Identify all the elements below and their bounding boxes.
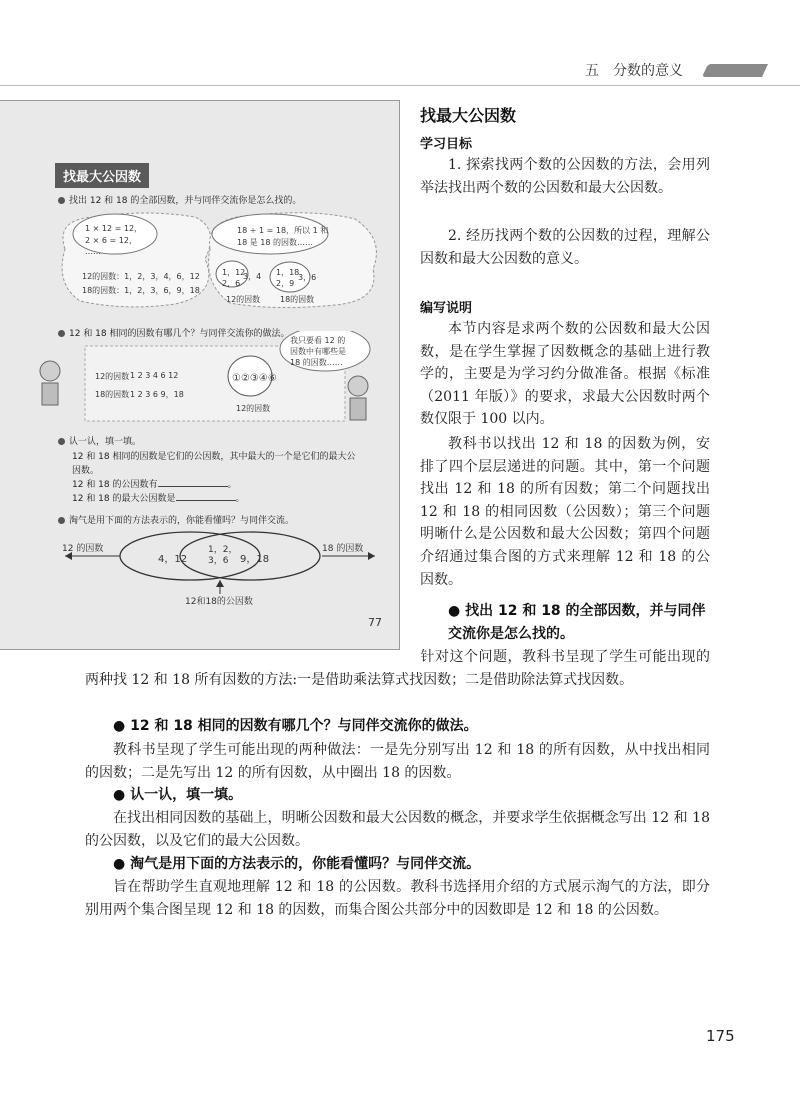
set-a-item-3: 3，4 — [243, 272, 262, 281]
bullet-3-paragraph: 在找出相同因数的基础上，明晰公因数和最大公因数的概念，并要求学生依据概念写出 12 和 18 的公因数，以及它们的最大公因数。 — [85, 810, 710, 849]
blank-common-factors[interactable] — [158, 486, 228, 487]
venn-middle-line-1: 1，2， — [208, 545, 238, 555]
factors-12-list: 12的因数：1，2，3，4，6，12 — [82, 272, 200, 281]
speech-line-2: 因数中有哪些是 — [290, 347, 346, 356]
goal-2: 2. 经历找两个数的公因数的过程，理解公因数和最大公因数的意义。 — [420, 228, 710, 267]
bullet-heading-2: ● 12 和 18 相同的因数有哪几个？与同伴交流你的做法。 — [113, 718, 478, 734]
venn-middle-line-2: 3，6 — [208, 556, 229, 566]
bullet-1-paragraph: 针对这个问题，教科书呈现了学生可能出现的两种找 12 和 18 所有因数的方法:一是借助乘法算式找因数；二是借助除法算式找因数。 — [85, 649, 710, 688]
panel-question-2: 12 和 18 相同的因数有哪几个？与同伴交流你的做法。 — [58, 326, 290, 339]
row-12-label: 12的因数 — [95, 372, 130, 381]
panel-question-1: 找出 12 和 18 的全部因数，并与同伴交流你是怎么找的。 — [58, 193, 301, 206]
venn-left-values: 4，12 — [158, 554, 188, 565]
goals-heading: 学习目标 — [420, 137, 473, 152]
factors-18-list: 18的因数：1，2，3，6，9，18 — [82, 286, 200, 295]
row-12-values: 1 2 3 4 6 12 — [130, 371, 179, 380]
notes-heading: 编写说明 — [420, 301, 473, 316]
note-paragraph-1: 本节内容是求两个数的公因数和最大公因数，是在学生掌握了因数概念的基础上进行教学的，主要是为学习约分做准备。根据《标准（2011 年版）》的要求，求最大公因数时两个数仅限于 100 以内。 — [420, 321, 710, 428]
speech-line-3: 18 的因数…… — [290, 358, 343, 367]
q3-text-line-1: 12 和 18 相同的因数是它们的公因数，其中最大的一个是它们的最大公 — [72, 452, 356, 462]
textbook-page-number: 77 — [368, 616, 382, 629]
set-b-item-1: 1，18 — [276, 268, 300, 277]
bullet-heading-1: ● 找出 12 和 18 的全部因数，并与同伴交流你是怎么找的。 — [448, 603, 706, 642]
page-number: 175 — [706, 1027, 735, 1045]
venn-bottom-label: 12和18的公因数 — [185, 597, 253, 607]
set-a-item-2: 2，6 — [222, 279, 241, 288]
bubble-right-line-2: 18 是 18 的因数…… — [237, 238, 313, 247]
header-divider — [0, 85, 800, 86]
row-18-label: 18的因数 — [95, 390, 130, 399]
venn-right-values: 9，18 — [240, 554, 270, 565]
circled-label: 12的因数 — [236, 404, 271, 413]
venn-left-label: 12 的因数 — [62, 544, 104, 554]
set-b-item-2: 2，9 — [276, 279, 295, 288]
bullet-4-paragraph: 旨在帮助学生直观地理解 12 和 18 的公因数。教科书选择用介绍的方式展示淘气的方法，即分别用两个集合图呈现 12 和 18 的因数，而集合图公共部分中的因数即是 12 和 18 的公因数。 — [85, 879, 710, 918]
bullet-heading-3: ● 认一认，填一填。 — [113, 787, 243, 803]
goal-1: 1. 探索找两个数的公因数的方法，会用列举法找出两个数的公因数和最大公因数。 — [420, 157, 710, 196]
set-b-item-3: 3，6 — [298, 273, 317, 282]
bubble-left-line-1: 1 × 12 = 12， — [85, 224, 143, 233]
chapter-header: 五 分数的意义 — [585, 63, 683, 79]
q3-fill-common-factors: 12 和 18 的公因数有 。 — [72, 480, 237, 490]
set-b-label: 18的因数 — [280, 295, 315, 304]
bullet-heading-4: ● 淘气是用下面的方法表示的，你能看懂吗？与同伴交流。 — [113, 856, 481, 872]
bubble-right-line-1: 18 ÷ 1 = 18，所以 1 和 — [237, 226, 329, 235]
blank-gcf[interactable] — [176, 500, 236, 501]
note-paragraph-2: 教科书以找出 12 和 18 的因数为例，安排了四个层层递进的问题。其中，第一个问题找出 12 和 18 的所有因数；第二个问题找出 12 和 18 的相同因数（公因数）；第三个问题明晰什么是公因数和最大公因数；第四个问题介绍通过集合图的方式来理解 12 和 18 的公因数。 — [420, 436, 710, 588]
venn-right-label: 18 的因数 — [322, 544, 364, 554]
bullet-2-paragraph: 教科书呈现了学生可能出现的两种做法：一是先分别写出 12 和 18 的所有因数，从中找出相同的因数；二是先写出 12 的所有因数，从中圈出 18 的因数。 — [85, 742, 710, 781]
panel-section-title: 找最大公因数 — [55, 163, 149, 188]
set-a-label: 12的因数 — [226, 295, 261, 304]
header-tab-decoration — [702, 64, 768, 77]
circled-numbers: ①②③④⑥ — [232, 373, 277, 384]
panel-question-3: 认一认，填一填。 — [58, 434, 141, 447]
panel-question-4: 淘气是用下面的方法表示的，你能看懂吗？与同伴交流。 — [58, 513, 294, 526]
q3-fill-gcf: 12 和 18 的最大公因数是 。 — [72, 494, 245, 504]
bubble-left-line-2: 2 × 6 = 12， — [85, 236, 137, 245]
section-title: 找最大公因数 — [420, 106, 517, 125]
row-18-values: 1 2 3 6 9，18 — [130, 390, 184, 399]
textbook-page-image — [0, 100, 400, 650]
set-a-item-1: 1，12 — [222, 268, 246, 277]
speech-line-1: 我只要看 12 的 — [290, 336, 346, 345]
q3-text-line-2: 因数。 — [72, 466, 100, 476]
bubble-left-line-3: …… — [85, 247, 101, 256]
